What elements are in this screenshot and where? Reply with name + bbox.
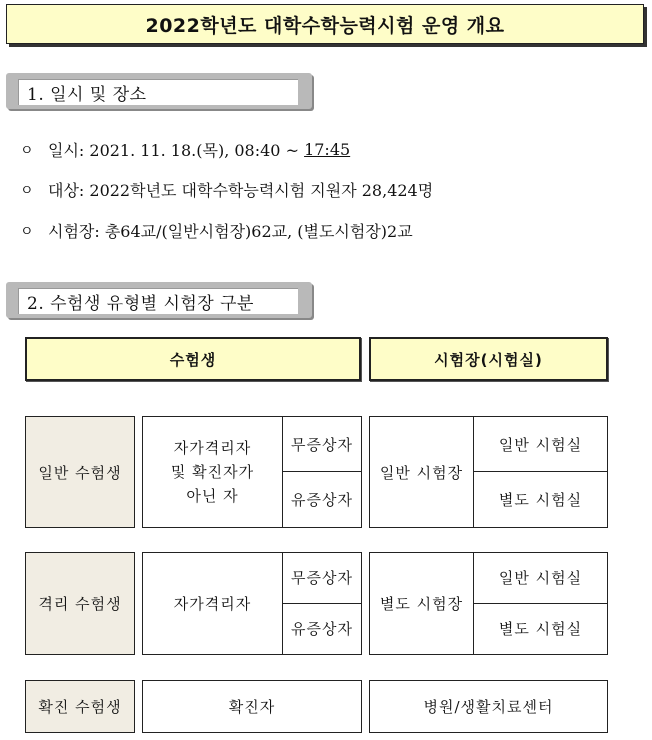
symptom-asymptomatic: 무증상자 [283,417,361,472]
status-isolated-label: 자가격리자 [173,595,252,613]
status-general-line2: 및 확진자가 [170,463,255,481]
header-test-site [369,337,608,381]
section1-heading-label: 1. 일시 및 장소 [18,79,298,105]
status-isolated [142,552,283,655]
header-examinee-label: 수험생 [169,350,217,369]
site-isolated [369,552,474,655]
bullet-date-text: 일시: 2021. 11. 18.(목), 08:40 ~ [48,141,305,160]
room-separate: 별도 시험실 [498,620,583,639]
type-general [25,416,135,528]
room-general: 일반 시험실 [474,417,607,472]
header-examinee [25,337,361,381]
status-general-line3: 아닌 자 [186,487,239,505]
status-general [142,416,283,528]
room-general: 일반 시험실 [474,553,607,604]
site-confirmed-label: 병원/생활치료센터 [423,698,554,716]
type-isolated [25,552,135,655]
bullet-mark: ㅇ [20,182,34,199]
symptom-symptomatic: 유증상자 [291,491,353,509]
bullet-target-text: 대상: 2022학년도 대학수학능력시험 지원자 28,424명 [48,181,434,200]
symptoms-general [282,416,362,528]
rooms-isolated [473,552,608,655]
bullet-venue [20,219,413,242]
site-confirmed [369,680,608,733]
bullet-target [20,178,433,201]
bullet-mark: ㅇ [20,142,34,159]
status-confirmed-label: 확진자 [228,698,276,716]
page-title-text: 2022학년도 대학수학능력시험 운영 개요 [145,14,505,37]
section2-heading [6,282,312,318]
status-confirmed [142,680,362,733]
symptom-symptomatic: 유증상자 [291,620,353,639]
type-confirmed-label: 확진 수험생 [38,698,122,716]
status-general-line1: 자가격리자 [173,439,252,457]
page-title [6,4,644,44]
bullet-mark: ㅇ [20,223,34,240]
section2-heading-label: 2. 수험생 유형별 시험장 구분 [18,288,298,314]
symptom-asymptomatic: 무증상자 [283,553,361,604]
type-confirmed [25,680,135,733]
site-isolated-label: 별도 시험장 [379,595,464,613]
bullet-date-end-time: 17:45 [304,140,351,159]
bullet-venue-text: 시험장: 총64교/(일반시험장)62교, (별도시험장)2교 [48,222,413,241]
bullet-date [20,138,350,161]
site-general [369,416,474,528]
header-test-site-label: 시험장(시험실) [434,350,543,369]
type-general-label: 일반 수험생 [38,463,122,482]
rooms-general [473,416,608,528]
site-general-label: 일반 시험장 [379,463,464,482]
room-separate: 별도 시험실 [498,491,583,509]
section1-heading [6,73,312,109]
symptoms-isolated [282,552,362,655]
type-isolated-label: 격리 수험생 [38,595,122,613]
